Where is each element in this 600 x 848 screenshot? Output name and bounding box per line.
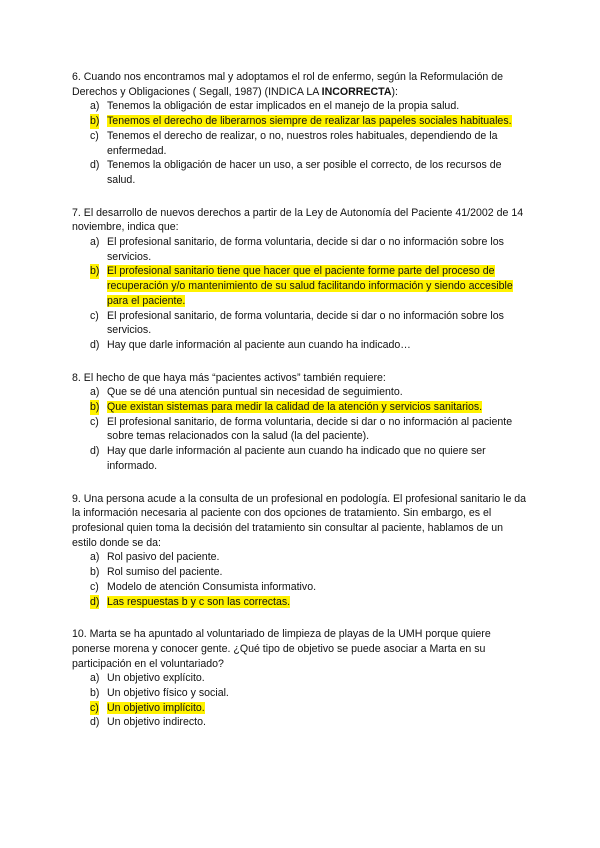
- option-a: a) Un objetivo explícito.: [90, 672, 205, 685]
- question-6: [72, 70, 527, 188]
- stem-emphasis: INCORRECTA: [321, 85, 392, 98]
- options-list: [72, 99, 527, 187]
- option-b-correct: b) Que existan sistemas para medir la calidad de la atención y servicios sanitarios.: [90, 401, 483, 414]
- option-a: a) Tenemos la obligación de estar implicados en el manejo de la propia salud.: [90, 100, 460, 113]
- option-d: d) Tenemos la obligación de hacer un uso, a ser posible el correcto, de los recursos de salud.: [90, 159, 502, 186]
- option-a: a) El profesional sanitario, de forma voluntaria, decide si dar o no información sobre los servicios.: [90, 236, 504, 263]
- option-b-correct: b) Tenemos el derecho de liberarnos siempre de realizar las papeles sociales habituales.: [90, 115, 512, 128]
- option-c: c) Modelo de atención Consumista informativo.: [90, 580, 317, 593]
- option-d: d) Un objetivo indirecto.: [90, 716, 206, 729]
- question-stem: [72, 70, 527, 99]
- options-list: [72, 385, 527, 473]
- option-a: a) Que se dé una atención puntual sin necesidad de seguimiento.: [90, 386, 403, 399]
- question-10: [72, 627, 527, 730]
- question-9: [72, 492, 527, 610]
- option-c-correct: c) Un objetivo implícito.: [90, 701, 205, 714]
- option-d: d) Hay que darle información al paciente aun cuando ha indicado…: [90, 338, 411, 351]
- option-d-correct: d) Las respuestas b y c son las correctas.: [90, 595, 291, 608]
- question-stem: 10. Marta se ha apuntado al voluntariado de limpieza de playas de la UMH porque quiere ponerse morena y conocer gente. ¿Qué tipo de objetivo se puede asociar a Marta en su participación en el voluntariado?: [72, 628, 491, 670]
- stem-text: 6. Cuando nos encontramos mal y adoptamos el rol de enfermo, según la Reformulación de Derechos y Obligaciones ( Segall, 1987) (INDICA LA: [72, 71, 504, 98]
- stem-text-end: ):: [391, 85, 398, 98]
- option-b: b) Rol sumiso del paciente.: [90, 566, 223, 579]
- option-b-correct: b) El profesional sanitario tiene que hacer que el paciente forme parte del proceso de recuperación y/o mantenimiento de su salud facilitando información y siendo accesible para el paciente.: [90, 265, 513, 307]
- question-stem: 9. Una persona acude a la consulta de un profesional en podología. El profesional sanitario le da la información necesaria al paciente con dos opciones de tratamiento. Sin embargo, es el profesional quien toma la decisión del tratamiento sin consultar al paciente, hablamos de un estilo donde se da:: [72, 492, 527, 549]
- question-stem: 8. El hecho de que haya más “pacientes activos” también requiere:: [72, 371, 386, 384]
- option-d: d) Hay que darle información al paciente aun cuando ha indicado que no quiere ser informado.: [90, 445, 486, 472]
- option-a: a) Rol pasivo del paciente.: [90, 551, 220, 564]
- option-c: c) El profesional sanitario, de forma voluntaria, decide si dar o no información sobre los servicios.: [90, 309, 504, 337]
- question-7: [72, 206, 527, 353]
- option-c: c) El profesional sanitario, de forma voluntaria, decide si dar o no información al paciente sobre temas relacionados con la salud (la del paciente).: [90, 415, 513, 443]
- option-c: c) Tenemos el derecho de realizar, o no, nuestros roles habituales, dependiendo de la enfermedad.: [90, 129, 498, 157]
- option-b: b) Un objetivo físico y social.: [90, 687, 229, 700]
- question-stem: 7. El desarrollo de nuevos derechos a partir de la Ley de Autonomía del Paciente 41/2002 de 14 noviembre, indica que:: [72, 206, 524, 234]
- options-list: [72, 235, 527, 353]
- options-list: [72, 550, 527, 609]
- document-page: [72, 70, 527, 748]
- options-list: [72, 671, 527, 730]
- question-8: [72, 371, 527, 474]
